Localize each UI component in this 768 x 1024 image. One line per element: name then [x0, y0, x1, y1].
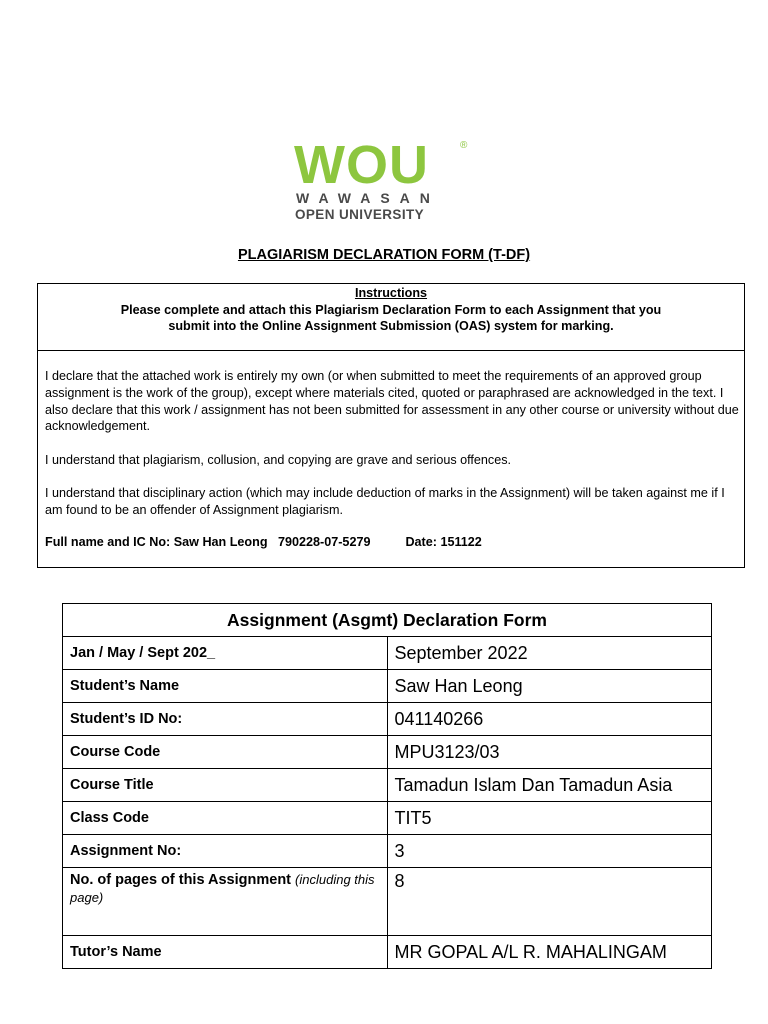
table-row — [63, 769, 712, 802]
form-title: PLAGIARISM DECLARATION FORM (T-DF) — [237, 247, 531, 263]
instructions-section — [38, 284, 744, 351]
row-value: 3 — [387, 835, 712, 868]
row-value: Tamadun Islam Dan Tamadun Asia — [387, 769, 712, 802]
instructions-line-1: Please complete and attach this Plagiarism Declaration Form to each Assignment that you — [120, 302, 662, 317]
row-label: Assignment No: — [63, 835, 388, 868]
row-label-pages — [63, 868, 388, 936]
table-row — [63, 637, 712, 670]
pages-note: (including this page) — [70, 872, 375, 905]
table-row — [63, 736, 712, 769]
wou-logo — [290, 135, 480, 224]
row-value: 8 — [387, 868, 712, 936]
table-row — [63, 835, 712, 868]
full-name-ic: Full name and IC No: Saw Han Leong — [45, 535, 268, 549]
declaration-para-2: I understand that plagiarism, collusion, and copying are grave and serious offences. — [45, 452, 512, 467]
row-value: September 2022 — [387, 637, 712, 670]
table-row — [63, 802, 712, 835]
table-row — [63, 868, 712, 936]
row-label: Course Title — [63, 769, 388, 802]
declaration-text — [45, 368, 745, 535]
declaration-para-3: I understand that disciplinary action (which may include deduction of marks in the Assignment) will be taken against me if I am found to be an offender of Assignment plagiarism. — [45, 485, 725, 517]
instructions-line-2: submit into the Online Assignment Submission (OAS) system for marking. — [168, 319, 614, 333]
declaration-para-1: I declare that the attached work is entirely my own (or when submitted to meet the requirements of an approved group assignment is the work of the group), except where materials cited, quoted or paraphrased are acknowledged in the text. I also declare that this work / assignment has not been submitted for assessment in any other course or university without due acknowledgement. — [45, 369, 739, 434]
ic-number: 790228-07-5279 — [278, 535, 371, 549]
declaration-date: Date: 151122 — [405, 535, 482, 549]
row-label: Course Code — [63, 736, 388, 769]
logo-line-1: WAWASAN — [296, 190, 440, 206]
table-row — [63, 703, 712, 736]
row-value: Saw Han Leong — [387, 670, 712, 703]
instructions-heading: Instructions — [354, 286, 428, 300]
row-label: Class Code — [63, 802, 388, 835]
row-value: TIT5 — [387, 802, 712, 835]
logo-line-2: OPEN UNIVERSITY — [295, 207, 425, 222]
signature-line — [45, 535, 482, 549]
row-label: Student’s ID No: — [63, 703, 388, 736]
row-label: Tutor’s Name — [63, 936, 388, 969]
registered-mark: ® — [460, 140, 468, 151]
logo-mark: WOU — [294, 135, 429, 195]
row-value: 041140266 — [387, 703, 712, 736]
row-label: Student’s Name — [63, 670, 388, 703]
pages-label: No. of pages of this Assignment — [70, 872, 292, 888]
table-row — [63, 936, 712, 969]
row-value: MR GOPAL A/L R. MAHALINGAM — [387, 936, 712, 969]
declaration-box — [37, 283, 745, 568]
table-title: Assignment (Asgmt) Declaration Form — [63, 604, 712, 637]
assignment-declaration-table — [62, 603, 712, 969]
table-row — [63, 670, 712, 703]
row-label: Jan / May / Sept 202_ — [63, 637, 388, 670]
row-value: MPU3123/03 — [387, 736, 712, 769]
